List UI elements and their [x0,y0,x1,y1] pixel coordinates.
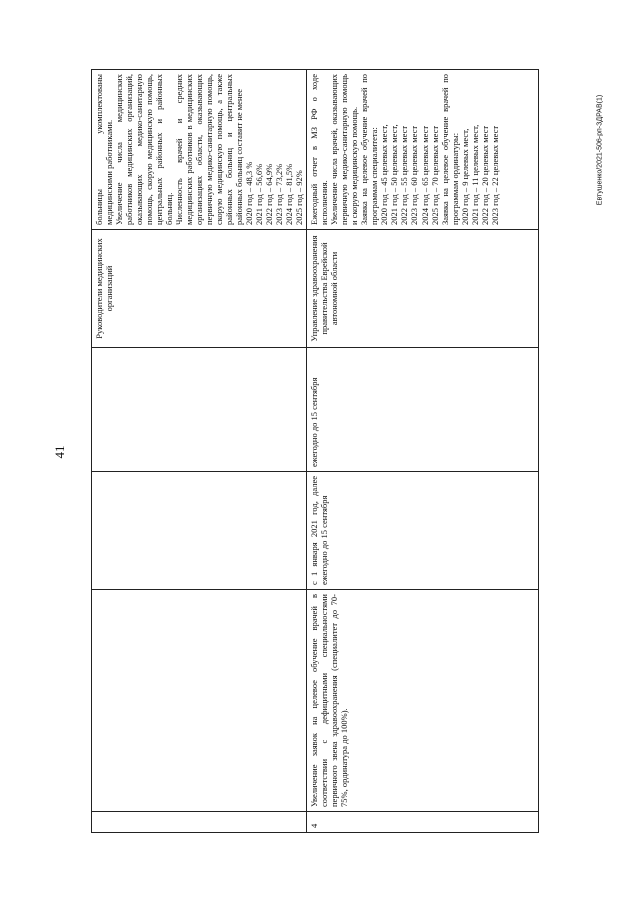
row-number: 4 [309,823,320,828]
result-line: 2023 год – 73,2% [274,163,285,225]
result-cell [92,70,307,230]
result-line: Заявка на целевое обучение врачей по программам специалитета: [359,74,380,225]
result-line: Заявка на целевое обучение врачей по программам ординатуры: [439,74,460,225]
result-line: 2022 год – 64,9% [264,163,275,225]
result-line: 2021 год – 56,6% [254,163,265,225]
rotated-table-container [91,70,535,833]
responsible-text: Руководители медицинских организаций [94,238,115,339]
document-footer-code: Евтушенко/2021-506-рп-ЗДРАВ(1) [596,94,604,206]
start-date-text: с 1 января 2021 год, далее ежегодно до 15 сентября [309,476,330,585]
result-line: 2020 год – 9 целевых мест, [459,128,470,225]
result-line: Увеличение числа медицинских работников медицинских организаций, оказывающих медико-санитарную помощь, скорую медицинскую помощь, центральных районных и районных больниц. [114,74,175,225]
result-line: 2021 год – 11 целевых мест, [469,124,480,225]
responsible-cell [92,230,307,348]
result-line: 2023 год – 60 целевых мест [409,125,420,225]
result-line: 2021 год – 50 целевых мест, [389,124,400,225]
deadline-cell [92,348,307,472]
row-number-cell [307,812,539,833]
result-line: больницы укомплектованы медицинскими работниками. [94,74,115,225]
result-line: 2022 год – 20 целевых мест [479,125,490,225]
page-number: 41 [52,445,67,459]
table-row [307,70,539,833]
measures-table [91,69,539,833]
start-date-cell [307,472,539,590]
result-line: Численность врачей и средних медицинских работников в медицинских организациях области, оказывающих первичную медико-санитарную помощь, скорую медицинскую помощь, а также районных больниц и центральных районных больниц составит не менее [174,74,245,225]
deadline-text: ежегодно до 15 сентября [309,377,320,467]
result-line: 2020 год – 48,3 % [244,161,255,225]
result-line: 2023 год – 22 целевых мест [489,125,500,225]
result-line: 2024 год – 65 целевых мест [419,125,430,225]
start-date-cell [92,472,307,590]
measure-text: Увеличение заявок на целевое обучение врачей в соответствии с дефицитными специальностями первичного звена здравоохранения (специалитет до 70-75%, ординатура до 100%). [309,594,350,807]
result-line: 2025 год – 92% [294,170,305,225]
result-line: Увеличение числа врачей, оказывающих первичную медико-санитарную помощь и скорую медицинскую помощь. [329,74,360,225]
responsible-cell [307,230,539,348]
measure-cell [307,590,539,812]
result-line: 2025 год – 70 целевых мест [429,125,440,225]
row-number-cell [92,812,307,833]
measure-cell [92,590,307,812]
result-line: 2024 год – 81,5% [284,163,295,225]
result-cell [307,70,539,230]
result-line: 2022 год – 55 целевых мест [399,125,410,225]
table-row [92,70,307,833]
result-line: 2020 год – 45 целевых мест, [379,124,390,225]
result-line: Ежегодный отчет в МЗ РФ о ходе исполнения. [309,74,330,225]
deadline-cell [307,348,539,472]
responsible-text: Управление здравоохранения правительства Еврейской автономной области [309,235,340,342]
